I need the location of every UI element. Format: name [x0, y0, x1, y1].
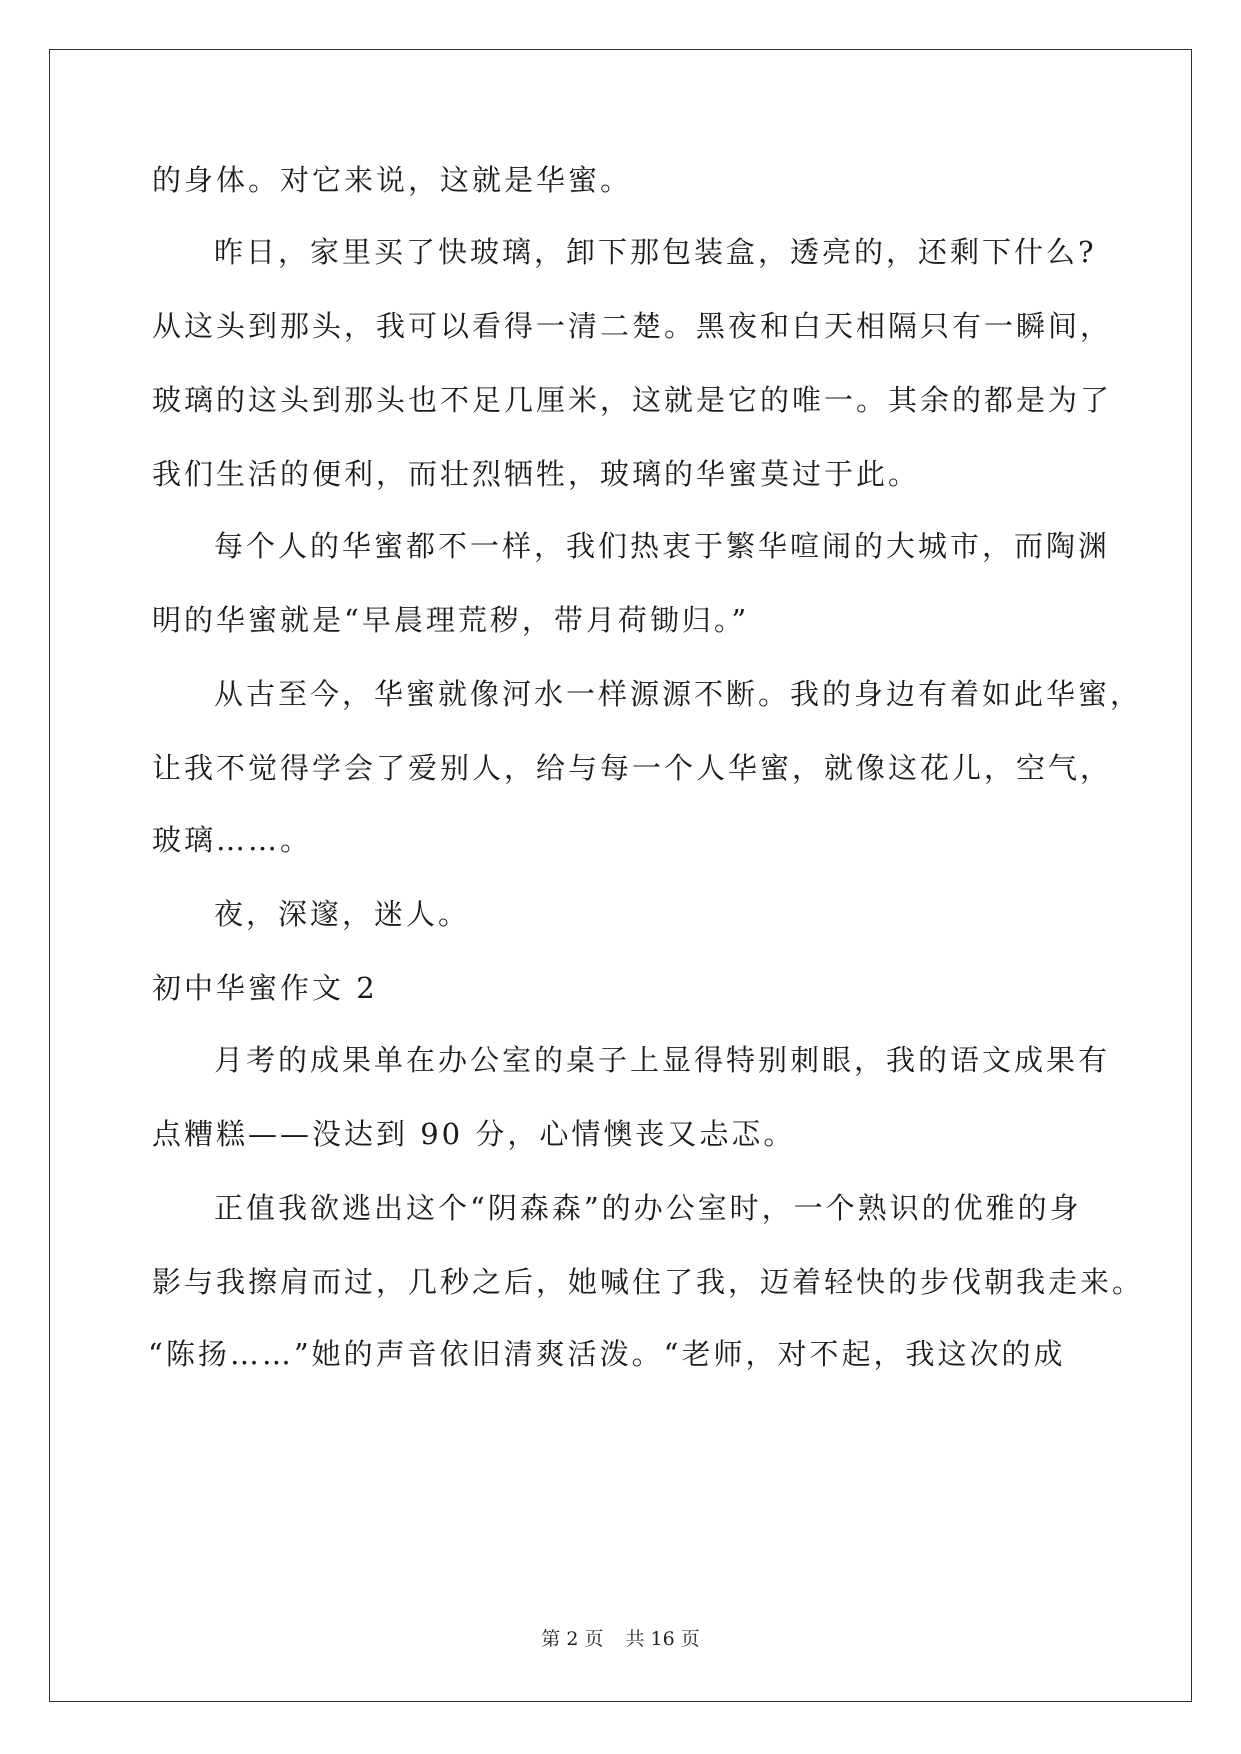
text-line: 我们生活的便利，而壮烈牺牲，玻璃的华蜜莫过于此。 [152, 457, 921, 491]
paragraph-start-line: 昨日，家里买了快玻璃，卸下那包装盒，透亮的，还剩下什么? [214, 235, 1097, 269]
text-line: 让我不觉得学会了爱别人，给与每一个人华蜜，就像这花儿，空气， [152, 751, 1113, 785]
page-number: 第 2 页 [541, 1628, 604, 1650]
text-line: 玻璃……。 [152, 823, 313, 857]
text-line: “陈扬……”她的声音依旧清爽活泼。“老师，对不起，我这次的成 [148, 1337, 1066, 1371]
text-line: 从这头到那头，我可以看得一清二楚。黑夜和白天相隔只有一瞬间， [152, 309, 1113, 343]
text-line: 影与我擦肩而过，几秒之后，她喊住了我，迈着轻快的步伐朝我走来。 [152, 1265, 1145, 1299]
paragraph-start-line: 夜，深邃，迷人。 [214, 897, 471, 931]
text-line: 点糟糕——没达到 90 分，心情懊丧又忐忑。 [152, 1117, 796, 1151]
page-border [49, 49, 1192, 1702]
page-total: 共 16 页 [625, 1628, 700, 1650]
paragraph-start-line: 从古至今，华蜜就像河水一样源源不断。我的身边有着如此华蜜， [214, 677, 1143, 711]
section-heading: 初中华蜜作文 2 [152, 971, 378, 1005]
text-line: 明的华蜜就是“早晨理荒秽，带月荷锄归。” [152, 603, 750, 637]
page-footer [0, 1627, 1241, 1651]
text-line: 的身体。对它来说，这就是华蜜。 [152, 163, 633, 197]
paragraph-start-line: 每个人的华蜜都不一样，我们热衷于繁华喧闹的大城市，而陶渊 [214, 529, 1111, 563]
paragraph-start-line: 正值我欲逃出这个“阴森森”的办公室时，一个熟识的优雅的身 [214, 1191, 1082, 1225]
paragraph-start-line: 月考的成果单在办公室的桌子上显得特别刺眼，我的语文成果有 [214, 1043, 1111, 1077]
text-line: 玻璃的这头到那头也不足几厘米，这就是它的唯一。其余的都是为了 [152, 383, 1113, 417]
